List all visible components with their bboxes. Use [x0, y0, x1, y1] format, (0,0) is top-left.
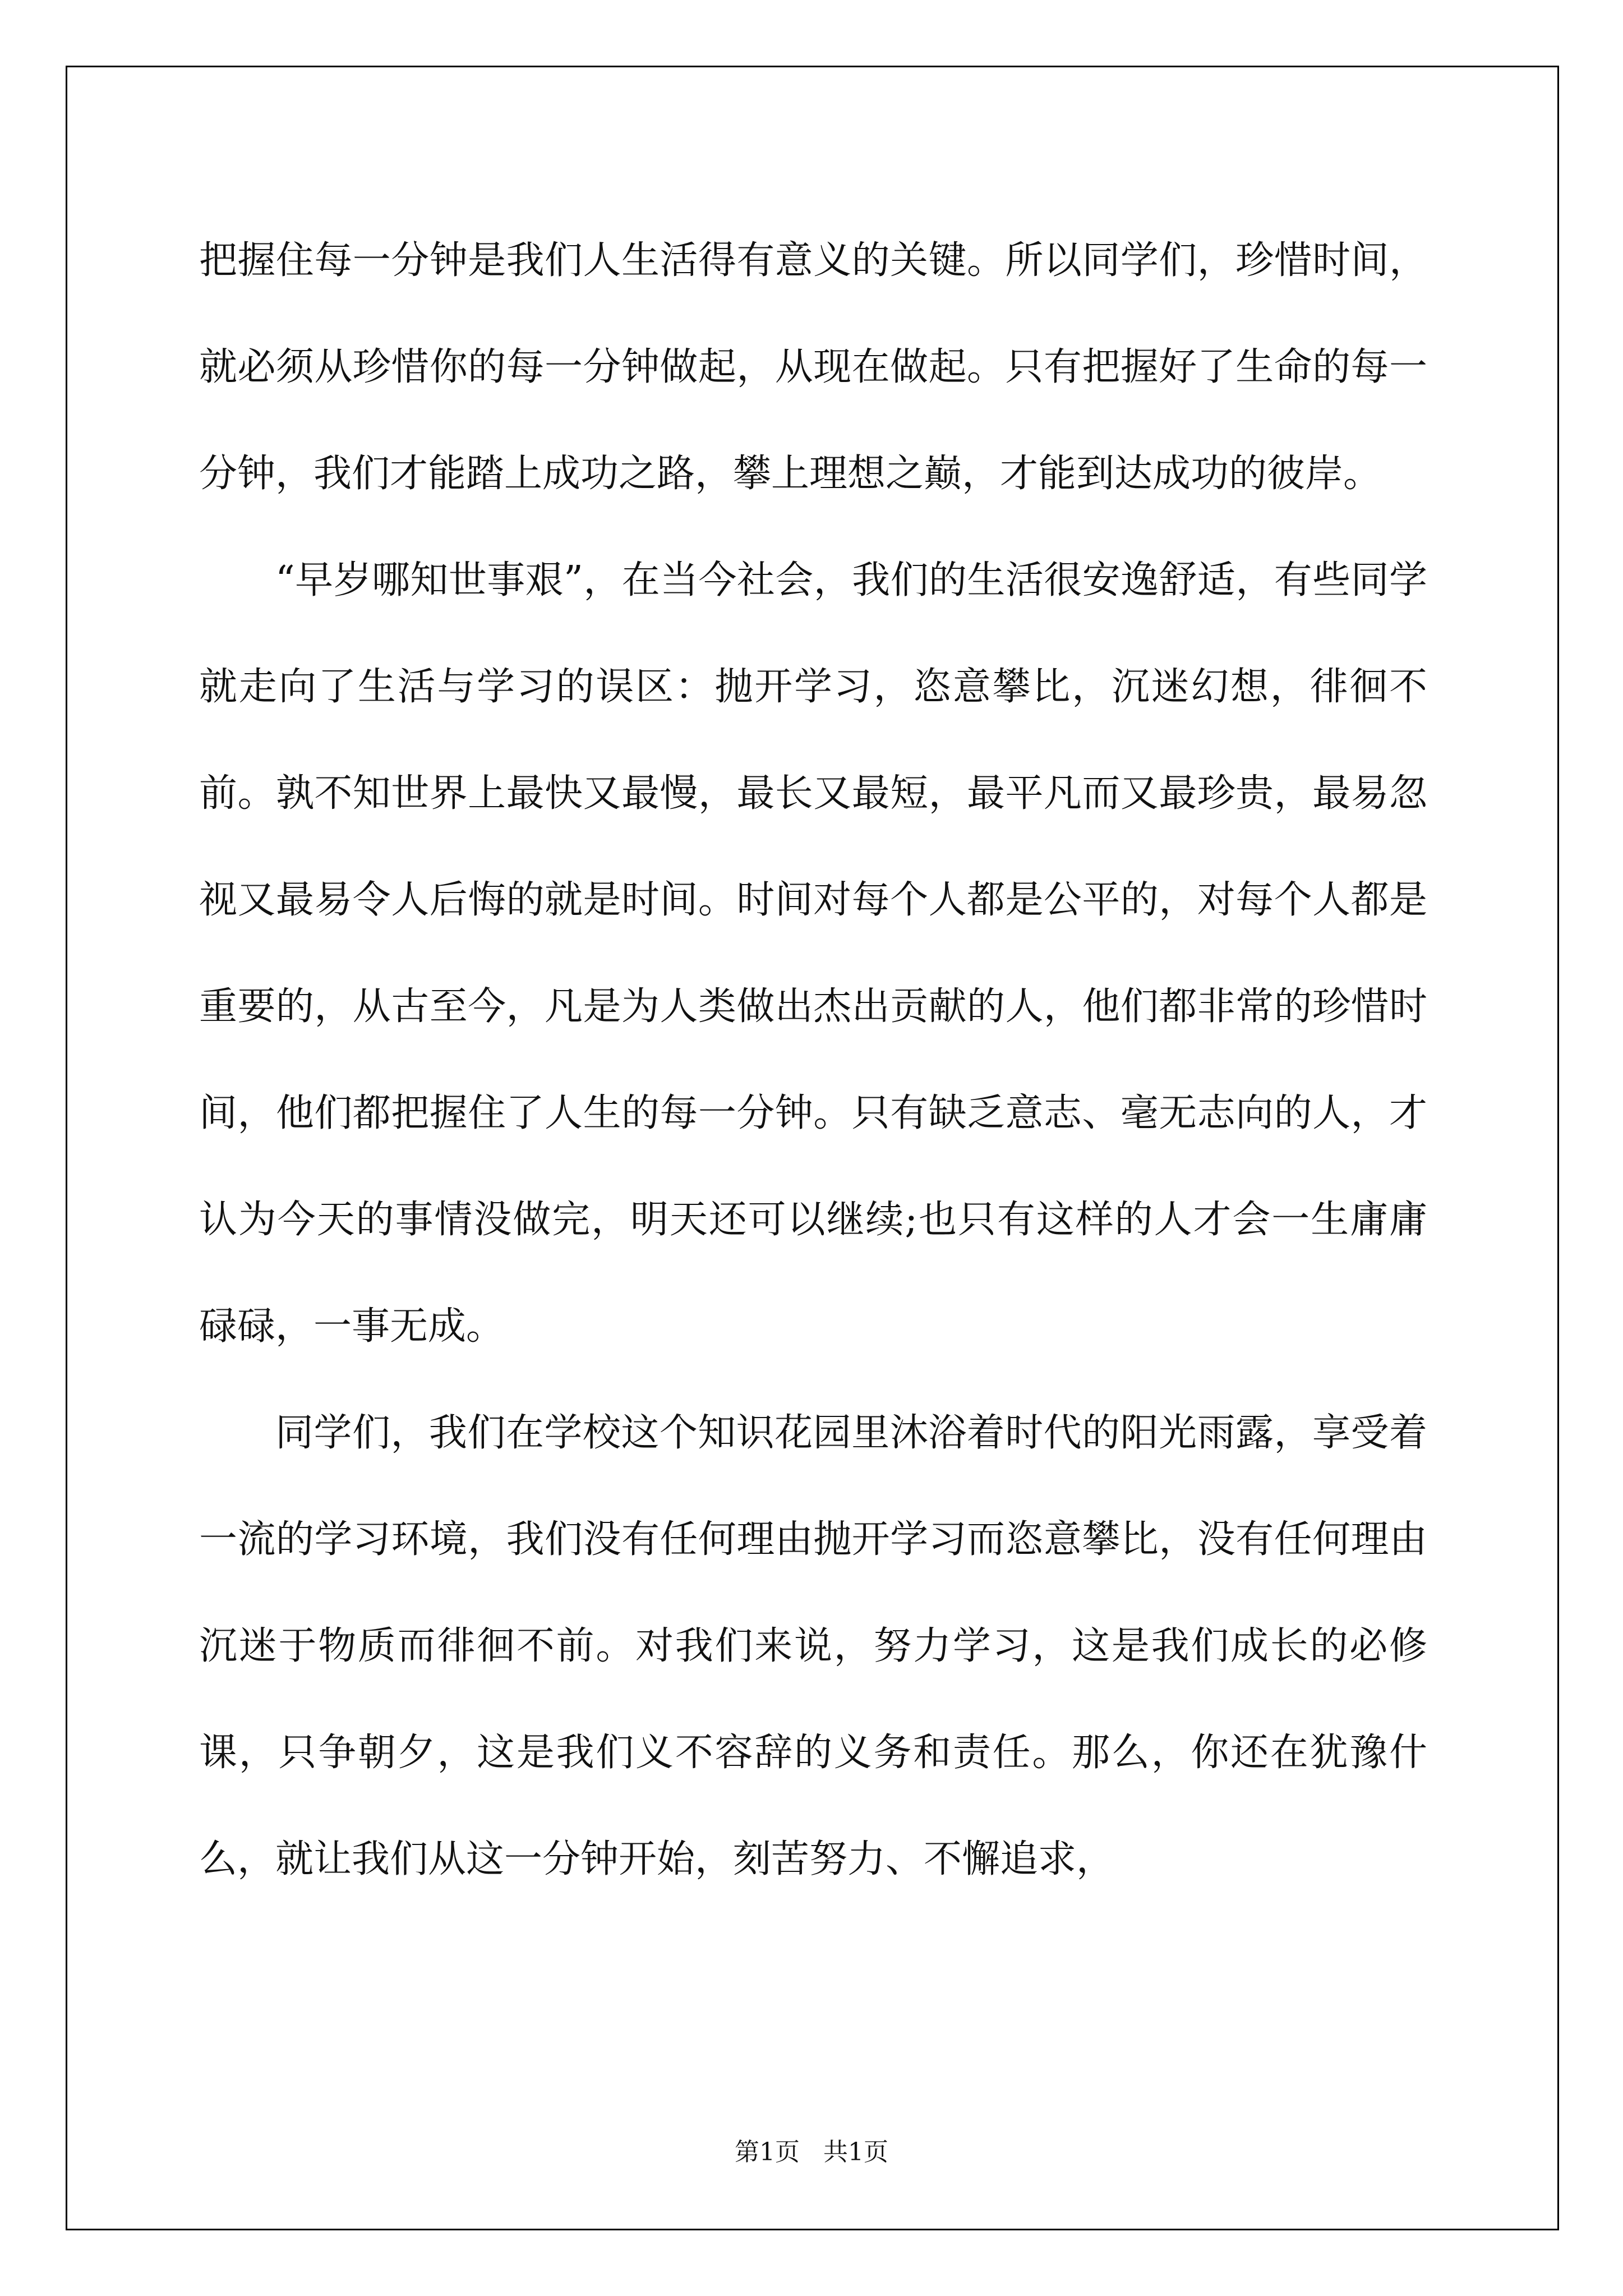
document-body	[199, 208, 1427, 1913]
paragraph-2: “早岁哪知世事艰”，在当今社会，我们的生活很安逸舒适，有些同学就走向了生活与学习的误区：抛开学习，恣意攀比，沉迷幻想，徘徊不前。孰不知世界上最快又最慢，最长又最短，最平凡而又最珍贵，最易忽视又最易令人后悔的就是时间。时间对每个人都是公平的，对每个人都是重要的，从古至今，凡是为人类做出杰出贡献的人，他们都非常的珍惜时间，他们都把握住了人生的每一分钟。只有缺乏意志、毫无志向的人，才认为今天的事情没做完，明天还可以继续;也只有这样的人才会一生庸庸碌碌，一事无成。	[199, 558, 1427, 1349]
paragraph-1: 把握住每一分钟是我们人生活得有意义的关键。所以同学们，珍惜时间，就必须从珍惜你的每一分钟做起，从现在做起。只有把握好了生命的每一分钟，我们才能踏上成功之路，攀上理想之巅，才能到达成功的彼岸。	[199, 238, 1427, 496]
paragraph-3: 同学们，我们在学校这个知识花园里沐浴着时代的阳光雨露，享受着一流的学习环境，我们没有任何理由抛开学习而恣意攀比，没有任何理由沉迷于物质而徘徊不前。对我们来说，努力学习，这是我们成长的必修课，只争朝夕，这是我们义不容辞的义务和责任。那么，你还在犹豫什么，就让我们从这一分钟开始，刻苦努力、不懈追求，	[199, 1411, 1427, 1881]
page-number-footer: 第1页 共1页	[735, 2138, 888, 2166]
